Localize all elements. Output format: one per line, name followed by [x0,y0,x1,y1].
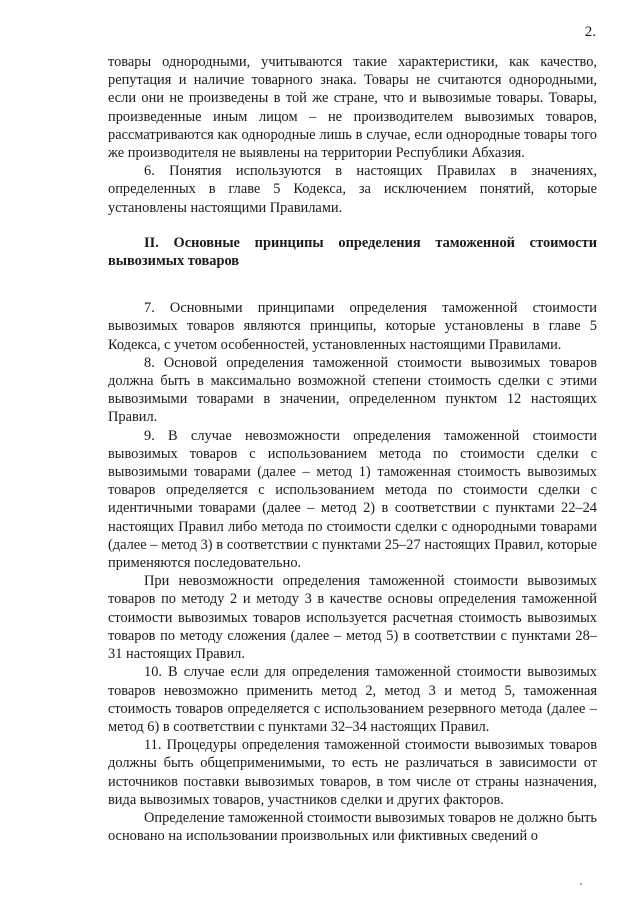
paragraph-7: 7. Основными принципами определения таможенной стоимости вывозимых товаров являются принципы, которые установлены в главе 5 Кодекса, с учетом особенностей, установленных настоящими Правилами. [108,300,597,353]
section-heading: II. Основные принципы определения таможенной стоимости вывозимых товаров [108,234,597,270]
paragraph-8: 8. Основой определения таможенной стоимости вывозимых товаров должна быть в максимально возможной степени стоимость сделки с этими вывозимыми товарами в значении, определенном пунктом 12 настоящих Правил. [108,354,597,426]
paragraph-11: 11. Процедуры определения таможенной стоимости вывозимых товаров должны быть общеприменимыми, то есть не различаться в зависимости от источников поставки вывозимых товаров, в том числе от страны назначения, вида вывозимых товаров, участников сделки и других факторов. [108,737,597,808]
paragraph-6: 6. Понятия используются в настоящих Правилах в значениях, определенных в главе 5 Кодекса, за исключением понятий, которые установлены настоящими Правилами. [108,163,597,216]
paragraph-continuation: товары однородными, учитываются такие характеристики, как качество, репутация и наличие товарного знака. Товары не считаются однородными, если они не произведены в той же стране, что и вывозимые товары. Товары, произведенные иным лицом – не производителем вывозимых товаров, рассматриваются как однородные лишь в случае, если однородные товары того же производителя не выявлены на территории Республики Абхазия. [108,54,597,162]
paragraph-9: 9. В случае невозможности определения таможенной стоимости вывозимых товаров с использованием метода по стоимости сделки с вывозимыми товарами (далее – метод 1) таможенная стоимость вывозимых товаров определяется с использованием метода по стоимости сделки с идентичными товарами (далее – метод 2) в соответствии с пунктами 22–24 настоящих Правил либо метода по стоимости сделки с однородными товарами (далее – метод 3) в соответствии с пунктами 25–27 настоящих Правил, которые применяются последовательно. [108,427,597,572]
document-body [108,53,597,845]
paragraph-11-continued: Определение таможенной стоимости вывозимых товаров не должно быть основано на использовании произвольных или фиктивных сведений о [108,809,597,845]
paragraph-9-continued: При невозможности определения таможенной стоимости вывозимых товаров по методу 2 и методу 3 в качестве основы определения таможенной стоимости вывозимых товаров используется расчетная стоимость вывозимых товаров по методу сложения (далее – метод 5) в соответствии с пунктами 28–31 настоящих Правил. [108,573,597,663]
page-number: 2. [584,24,596,40]
paragraph-10: 10. В случае если для определения таможенной стоимости вывозимых товаров невозможно применить метод 2, метод 3 и метод 5, таможенная стоимость товаров определяется с использованием резервного метода (далее – метод 6) в соответствии с пунктами 32–34 настоящих Правил. [108,664,597,735]
scan-speck [580,883,582,885]
